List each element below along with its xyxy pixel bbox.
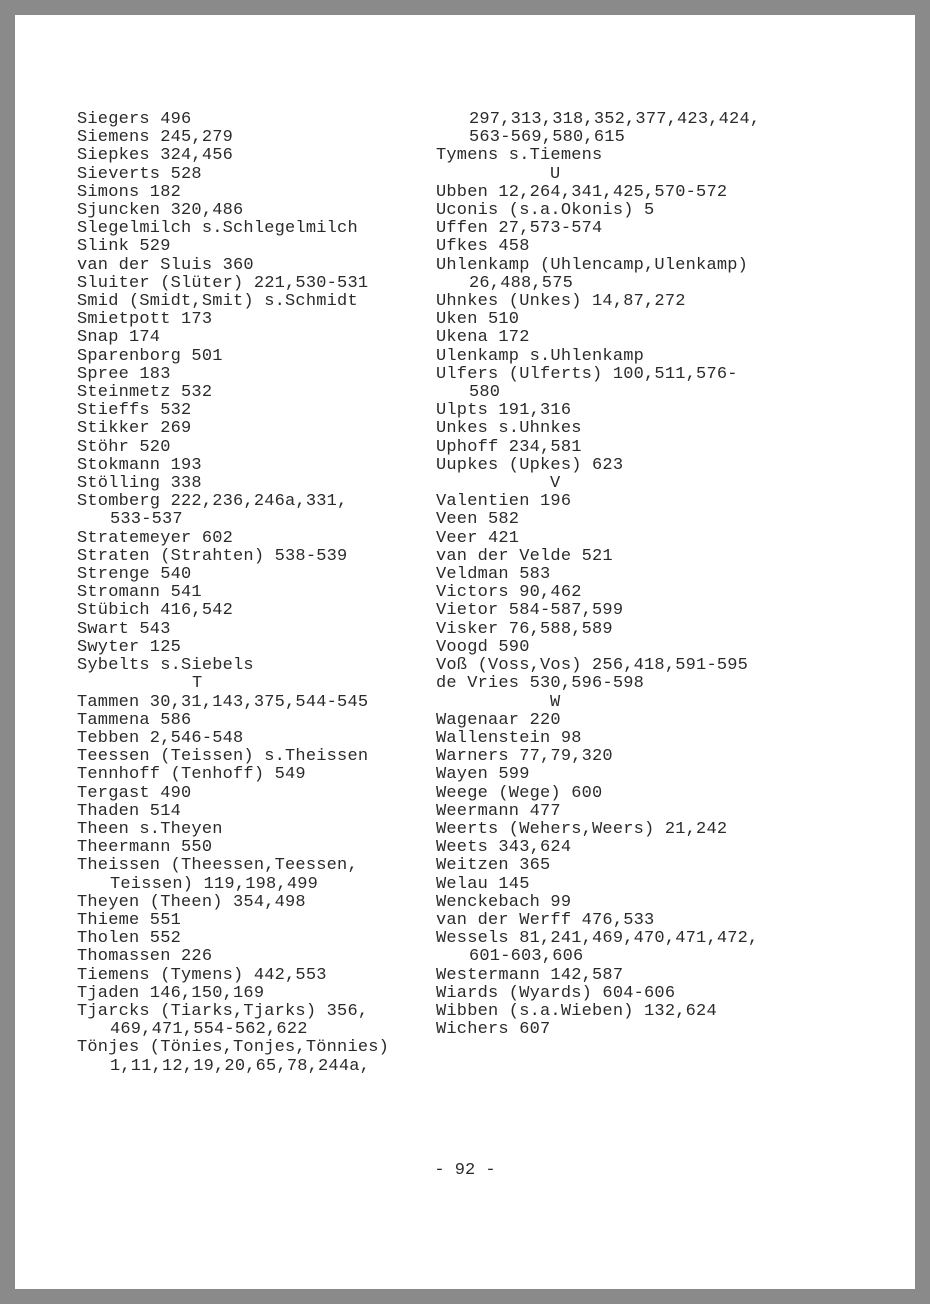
index-entry: Stübich 416,542 [77,601,234,621]
index-entry: Weets 343,624 [436,838,572,858]
index-entry: Spree 183 [77,364,171,384]
index-entry: Tebben 2,546-548 [77,728,244,748]
index-column-left [77,111,437,1076]
index-entry: Wiards (Wyards) 604-606 [436,983,676,1003]
index-entry: Veer 421 [436,528,520,548]
index-entry: Uupkes (Upkes) 623 [436,455,624,475]
index-entry: Vietor 584-587,599 [436,601,624,621]
index-entry: Sjuncken 320,486 [77,201,244,221]
index-entry: Wallenstein 98 [436,728,582,748]
index-entry: Stölling 338 [77,474,202,494]
index-entry-continuation: Teissen) 119,198,499 [110,874,319,894]
index-entry: Theyen (Theen) 354,498 [77,892,306,912]
index-entry-continuation: 26,488,575 [469,273,574,293]
index-entry: Weerts (Wehers,Weers) 21,242 [436,819,728,839]
index-entry: Stikker 269 [77,419,192,439]
index-entry: van der Sluis 360 [77,255,254,275]
index-entry: Welau 145 [436,874,530,894]
index-entry: Uconis (s.a.Okonis) 5 [436,201,655,221]
index-entry-continuation: 469,471,554-562,622 [110,1020,308,1040]
index-entry: de Vries 530,596-598 [436,674,645,694]
index-entry: Wenckebach 99 [436,892,572,912]
index-entry: Simons 182 [77,182,182,202]
index-entry: Westermann 142,587 [436,965,624,985]
index-entry: Weitzen 365 [436,856,551,876]
index-entry: Strenge 540 [77,565,192,585]
index-entry: Stieffs 532 [77,401,192,421]
index-entry: Wayen 599 [436,765,530,785]
index-entry: Teessen (Teissen) s.Theissen [77,747,369,767]
index-entry: Siemens 245,279 [77,128,234,148]
index-entry: van der Velde 521 [436,546,613,566]
index-entry: Wibben (s.a.Wieben) 132,624 [436,1001,717,1021]
index-entry: Wichers 607 [436,1020,551,1040]
index-entry: Thaden 514 [77,801,182,821]
index-entry: Uhnkes (Unkes) 14,87,272 [436,292,686,312]
index-entry: Stöhr 520 [77,437,171,457]
index-entry: Sieverts 528 [77,164,202,184]
index-entry: Smietpott 173 [77,310,213,330]
index-entry: Theen s.Theyen [77,819,223,839]
index-entry: Tjarcks (Tiarks,Tjarks) 356, [77,1001,369,1021]
index-entry-continuation: 297,313,318,352,377,423,424, [469,110,761,129]
index-entry: Slegelmilch s.Schlegelmilch [77,219,358,239]
index-entry: Slink 529 [77,237,171,257]
index-entry: Voogd 590 [436,637,530,657]
index-entry: Veen 582 [436,510,520,530]
index-entry: Stromann 541 [77,583,202,603]
index-entry: Ufkes 458 [436,237,530,257]
index-entry: Tammen 30,31,143,375,544-545 [77,692,369,712]
index-entry: Valentien 196 [436,492,572,512]
index-entry: van der Werff 476,533 [436,910,655,930]
index-entry: Uken 510 [436,310,520,330]
index-entry: Uhlenkamp (Uhlencamp,Ulenkamp) [436,255,749,275]
index-entry: Uphoff 234,581 [436,437,582,457]
index-entry: Theermann 550 [77,838,213,858]
document-page [15,15,915,1289]
index-entry: Ukena 172 [436,328,530,348]
index-entry: Ulfers (Ulferts) 100,511,576- [436,364,738,384]
index-entry: Siegers 496 [77,110,192,129]
index-entry: Warners 77,79,320 [436,747,613,767]
index-entry: Siepkes 324,456 [77,146,234,166]
index-entry: Swyter 125 [77,637,182,657]
index-entry-continuation: 580 [469,383,501,403]
index-entry: Thomassen 226 [77,947,213,967]
index-entry: Straten (Strahten) 538-539 [77,546,348,566]
index-entry-continuation: 533-537 [110,510,183,530]
index-entry: Tönjes (Tönies,Tonjes,Tönnies) [77,1038,390,1058]
index-column-right [436,111,856,1039]
section-letter-heading: V [550,474,561,494]
index-entry-continuation: 601-603,606 [469,947,584,967]
index-entry: Tjaden 146,150,169 [77,983,265,1003]
index-entry: Sparenborg 501 [77,346,223,366]
section-letter-heading: U [550,164,561,184]
index-entry: Tammena 586 [77,710,192,730]
index-entry: Ulpts 191,316 [436,401,572,421]
index-entry: Sluiter (Slüter) 221,530-531 [77,273,369,293]
index-entry: Uffen 27,573-574 [436,219,603,239]
index-entry: Snap 174 [77,328,161,348]
index-entry: Sybelts s.Siebels [77,656,254,676]
index-entry: Stokmann 193 [77,455,202,475]
index-entry: Smid (Smidt,Smit) s.Schmidt [77,292,358,312]
index-entry: Ulenkamp s.Uhlenkamp [436,346,645,366]
index-entry: Veldman 583 [436,565,551,585]
index-entry: Victors 90,462 [436,583,582,603]
index-entry: Tymens s.Tiemens [436,146,603,166]
index-entry: Tiemens (Tymens) 442,553 [77,965,327,985]
index-entry: Visker 76,588,589 [436,619,613,639]
index-entry-continuation: 563-569,580,615 [469,128,626,148]
index-entry: Stomberg 222,236,246a,331, [77,492,348,512]
index-entry: Steinmetz 532 [77,383,213,403]
index-entry: Tergast 490 [77,783,192,803]
index-entry: Wessels 81,241,469,470,471,472, [436,929,759,949]
page-number: - 92 - [434,1161,496,1180]
index-entry: Weermann 477 [436,801,561,821]
index-entry: Ubben 12,264,341,425,570-572 [436,182,728,202]
index-entry: Thieme 551 [77,910,182,930]
index-entry: Tholen 552 [77,929,182,949]
index-entry: Tennhoff (Tenhoff) 549 [77,765,306,785]
index-entry: Weege (Wege) 600 [436,783,603,803]
index-entry: Unkes s.Uhnkes [436,419,582,439]
index-entry-continuation: 1,11,12,19,20,65,78,244a, [110,1056,371,1076]
index-entry: Wagenaar 220 [436,710,561,730]
index-entry: Swart 543 [77,619,171,639]
section-letter-heading: W [550,692,561,712]
index-entry: Theissen (Theessen,Teessen, [77,856,358,876]
index-entry: Stratemeyer 602 [77,528,234,548]
section-letter-heading: T [192,674,203,694]
index-entry: Voß (Voss,Vos) 256,418,591-595 [436,656,749,676]
